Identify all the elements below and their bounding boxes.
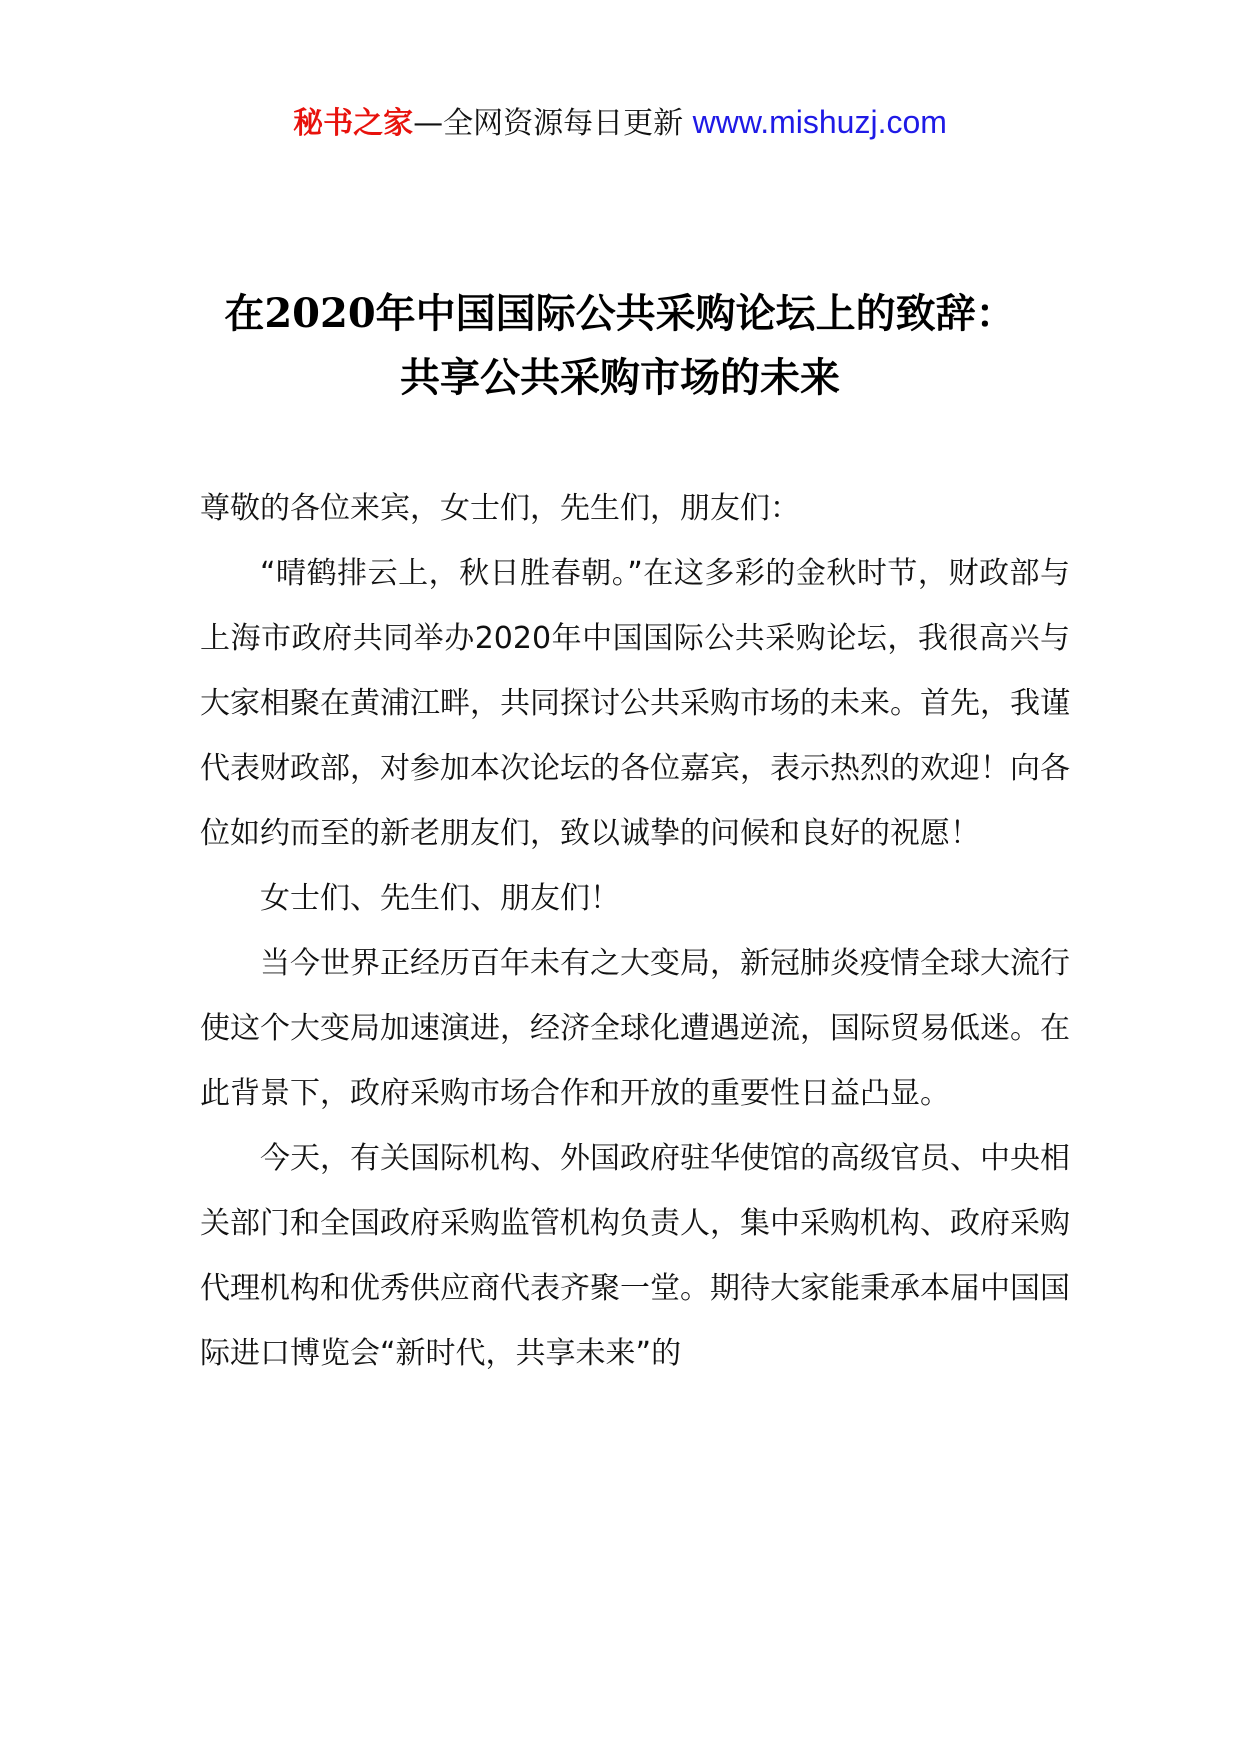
body-paragraph: 女士们、先生们、朋友们！	[260, 881, 620, 916]
salutation-paragraph: 尊敬的各位来宾，女士们，先生们，朋友们：	[200, 491, 800, 526]
document-body	[200, 476, 1070, 1386]
site-header	[0, 102, 1240, 144]
body-paragraph: 当今世界正经历百年未有之大变局，新冠肺炎疫情全球大流行使这个大变局加速演进，经济全球化遭遇逆流，国际贸易低迷。在此背景下，政府采购市场合作和开放的重要性日益凸显。	[200, 946, 1070, 1111]
body-paragraph: “晴鹤排云上，秋日胜春朝。”在这多彩的金秋时节，财政部与上海市政府共同举办2020年中国国际公共采购论坛，我很高兴与大家相聚在黄浦江畔，共同探讨公共采购市场的未来。首先，我谨代表财政部，对参加本次论坛的各位嘉宾，表示热烈的欢迎！向各位如约而至的新老朋友们，致以诚挚的问候和良好的祝愿！	[200, 556, 1070, 851]
site-brand: 秘书之家	[293, 106, 414, 141]
body-paragraph: 今天，有关国际机构、外国政府驻华使馆的高级官员、中央相关部门和全国政府采购监管机构负责人，集中采购机构、政府采购代理机构和优秀供应商代表齐聚一堂。期待大家能秉承本届中国国际进口博览会“新时代，共享未来”的	[200, 1141, 1070, 1371]
document-title	[150, 282, 1090, 410]
title-line-1: 在2020年中国国际公共采购论坛上的致辞：	[224, 290, 1016, 337]
site-tagline: —全网资源每日更新	[413, 106, 684, 141]
site-url-link[interactable]: www.mishuzj.com	[692, 104, 947, 140]
title-line-2: 共享公共采购市场的未来	[400, 354, 840, 401]
